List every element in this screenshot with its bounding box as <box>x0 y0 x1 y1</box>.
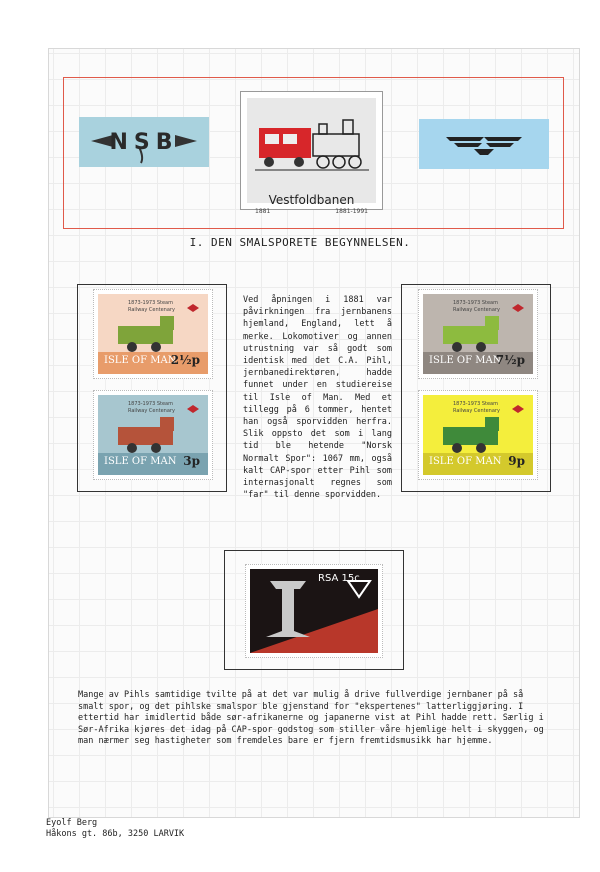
stamp-design <box>98 294 208 374</box>
stamp-country: ISLE OF MAN <box>429 456 502 467</box>
vestfoldbanen-card <box>240 91 383 215</box>
winged-wheel-icon <box>444 131 524 157</box>
nsb-logo <box>79 117 209 167</box>
section-title: I. DEN SMALSPORETE BEGYNNELSEN. <box>189 236 411 249</box>
stamp-centenary: 1873-1973 Steam Railway Centenary <box>128 300 175 313</box>
vestfoldbanen-years <box>255 208 368 215</box>
stamp-value: 7½p <box>495 353 525 367</box>
stamp-design <box>423 395 533 475</box>
vestfoldbanen-title: Vestfoldbanen <box>268 193 355 207</box>
stamp-value: 9p <box>508 454 525 468</box>
stamp-centenary: 1873-1973 Steam Railway Centenary <box>453 300 500 313</box>
stamp-value: 3p <box>183 454 200 468</box>
stamp-isle-of-man-2half <box>93 289 213 379</box>
stamp-isle-of-man-9p <box>418 390 538 480</box>
author-block <box>46 818 184 840</box>
vestfoldbanen-year-left: 1881 <box>255 208 271 215</box>
stamp-design <box>423 294 533 374</box>
rsa-stamp <box>245 564 383 658</box>
stamp-country: ISLE OF MAN <box>104 456 177 467</box>
train-illustration-icon <box>247 98 376 188</box>
history-paragraph: Ved åpningen i 1881 var påvirkningen fra jernbanens hjemland, England, lett å merke. Lokomotiver og annen utrustning var så godt som identisk med det C.A. Pihl, jernbanedirektøren, hadde funnet under en studiereise til Isle of Man. Med et tillegg på 6 tommer, hentet han også sporvidden herfra. Slik oppsto det som i lang tid ble hetende "Norsk Normalt Spor": 1067 mm, også kalt CAP-spor etter Pihl som internasjonalt regnes som "far" til denne sporvidden. <box>243 295 392 501</box>
stamp-design <box>98 395 208 475</box>
author-name: Eyolf Berg <box>46 818 98 828</box>
author-address: Håkons gt. 86b, 3250 LARVIK <box>46 829 185 839</box>
nsb-wings-logo <box>419 119 549 169</box>
stamp-isle-of-man-7half <box>418 289 538 379</box>
stamp-country: ISLE OF MAN <box>104 355 177 366</box>
stamp-value: 2½p <box>170 353 200 367</box>
vestfoldbanen-year-right: 1881-1991 <box>335 208 368 215</box>
vestfoldbanen-image <box>247 98 376 215</box>
stamp-centenary: 1873-1973 Steam Railway Centenary <box>128 401 175 414</box>
stamp-centenary: 1873-1973 Steam Railway Centenary <box>453 401 500 414</box>
stamp-country: ISLE OF MAN <box>429 355 502 366</box>
rsa-stamp-label: RSA 15c <box>318 573 360 584</box>
bottom-paragraph: Mange av Pihls samtidige tvilte på at det var mulig å drive fullverdige jernbaner på så smalt spor, og det pihlske smalspor ble gjenstand for "ekspertenes" latterliggjøring. I ettertid har imidlertid både sør-afrikanerne og japanerne vist at Pihl hadde rett. Særlig i Sør-Afrika kjøres det idag på CAP-spor godstog som stiller våre hjemlige helt i skyggen, og man nærmer seg hastigheter som fremdeles bare er fjern fremtidsmusikk har hjemme. <box>78 690 544 747</box>
stamp-isle-of-man-3p <box>93 390 213 480</box>
nsb-logo-text: NSB <box>109 129 179 155</box>
